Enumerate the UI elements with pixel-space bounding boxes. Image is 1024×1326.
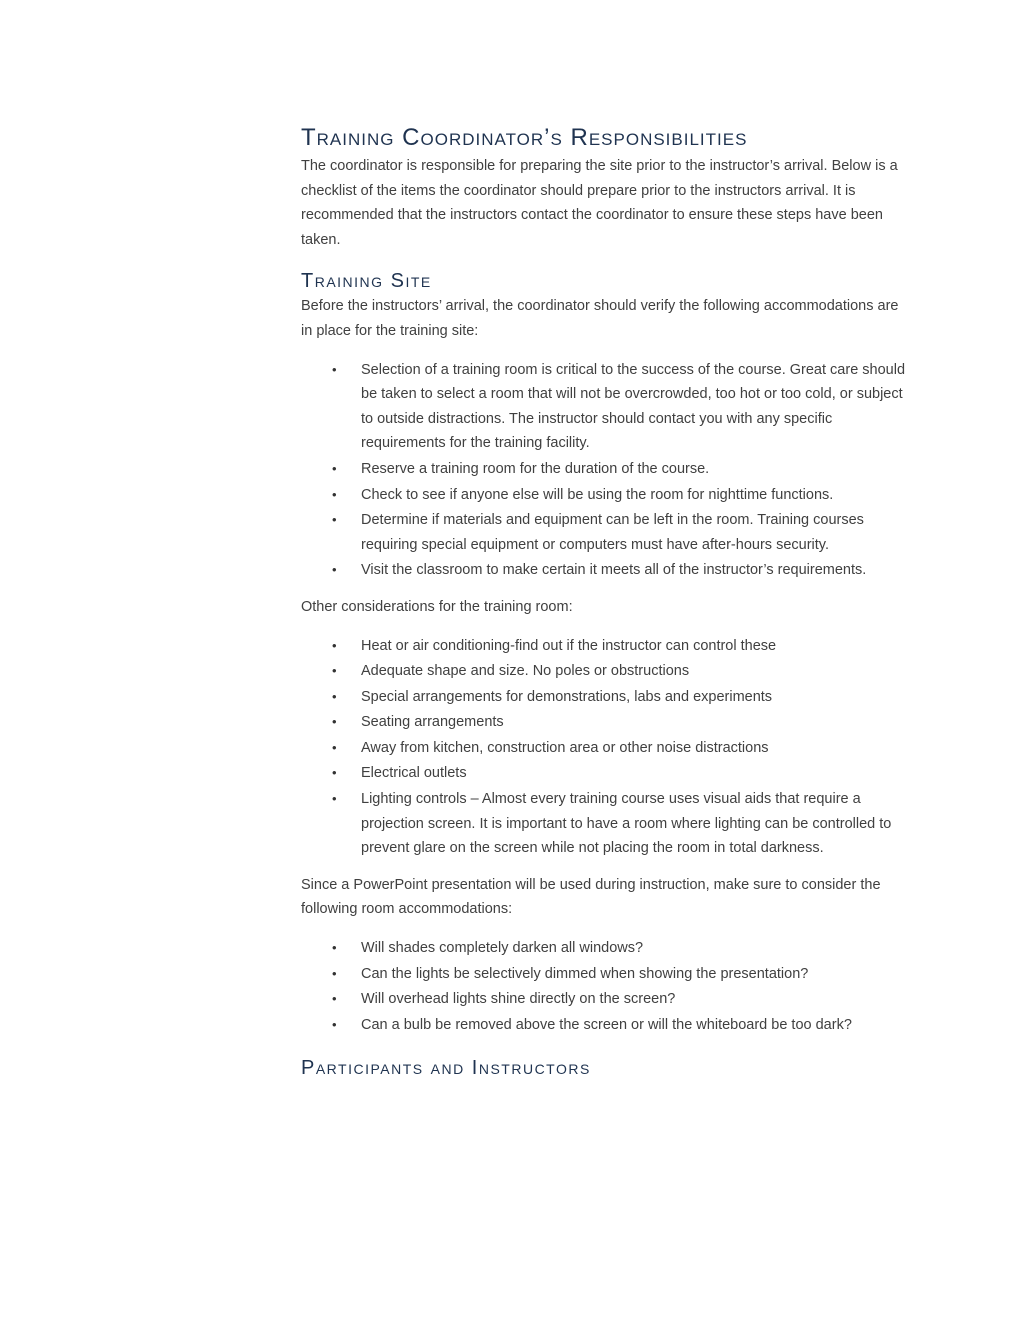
bullet-icon: • — [332, 791, 337, 807]
list-item-text: Seating arrangements — [361, 714, 504, 731]
list-item — [301, 508, 906, 557]
list-item — [301, 659, 906, 684]
list-item-text: Can the lights be selectively dimmed when showing the presentation? — [361, 965, 809, 982]
bullet-icon: • — [332, 361, 337, 377]
bullet-icon: • — [332, 714, 337, 730]
list-item — [301, 1013, 906, 1038]
bullet-icon: • — [332, 965, 337, 981]
list-item — [301, 736, 906, 761]
training-site-heading: Training Site — [301, 270, 432, 293]
list-item — [301, 962, 906, 987]
list-item-text: Special arrangements for demonstrations, labs and experiments — [361, 688, 773, 705]
bullet-icon: • — [332, 637, 337, 653]
document-page — [301, 122, 906, 1081]
list-item-text: Heat or air conditioning-find out if the instructor can control these — [361, 637, 777, 654]
list-item-text: Away from kitchen, construction area or other noise distractions — [361, 739, 769, 756]
bullet-icon: • — [332, 562, 337, 578]
bullet-icon: • — [332, 1016, 337, 1032]
bullet-icon: • — [332, 739, 337, 755]
participants-heading: Participants and Instructors — [301, 1057, 591, 1080]
list-item — [301, 558, 906, 583]
intro-paragraph: The coordinator is responsible for preparing the site prior to the instructor’s arrival. Below is a checklist of the items the coordinator should prepare prior to the instructors arrival. It is recommended that the instructors contact the coordinator to ensure these steps have been taken. — [301, 158, 898, 248]
training-site-intro: Before the instructors’ arrival, the coordinator should verify the following accommodations are in place for the training site: — [301, 298, 899, 339]
list-item-text: Reserve a training room for the duration of the course. — [361, 460, 710, 477]
list-item — [301, 761, 906, 786]
bullet-icon: • — [332, 486, 337, 502]
list-item — [301, 457, 906, 482]
powerpoint-intro: Since a PowerPoint presentation will be used during instruction, make sure to consider the following room accommodations: — [301, 876, 881, 918]
list-item-text: Visit the classroom to make certain it meets all of the instructor’s requirements. — [361, 562, 867, 579]
list-item — [301, 787, 906, 861]
list-item-text: Determine if materials and equipment can be left in the room. Training courses requiring special equipment or computers must have after-hours security. — [361, 512, 864, 553]
list-item-text: Selection of a training room is critical to the success of the course. Great care should be taken to select a room that will not be overcrowded, too hot or too cold, or subject to outside distractions. The instructor should contact you with any specific requirements for the training facility. — [361, 361, 906, 452]
bullet-icon: • — [332, 940, 337, 956]
list-item-text: Will shades completely darken all windows? — [361, 940, 644, 957]
list-item — [301, 358, 906, 456]
list-item-text: Check to see if anyone else will be using the room for nighttime functions. — [361, 486, 834, 503]
list-item-text: Electrical outlets — [361, 765, 467, 782]
bullet-icon: • — [332, 460, 337, 476]
powerpoint-list — [301, 936, 906, 1037]
training-site-list — [301, 358, 906, 583]
other-considerations-intro: Other considerations for the training room: — [301, 598, 573, 615]
bullet-icon: • — [332, 688, 337, 704]
main-heading: Training Coordinator’s Responsibilities — [301, 124, 748, 151]
list-item-text: Lighting controls – Almost every training course uses visual aids that require a projection screen. It is important to have a room where lighting can be controlled to prevent glare on the screen while not placing the room in total darkness. — [361, 791, 892, 857]
list-item-text: Adequate shape and size. No poles or obstructions — [361, 663, 690, 680]
other-considerations-list — [301, 634, 906, 861]
list-item — [301, 483, 906, 508]
bullet-icon: • — [332, 991, 337, 1007]
bullet-icon: • — [332, 512, 337, 528]
bullet-icon: • — [332, 663, 337, 679]
list-item — [301, 936, 906, 961]
list-item-text: Will overhead lights shine directly on the screen? — [361, 991, 676, 1008]
list-item-text: Can a bulb be removed above the screen or will the whiteboard be too dark? — [361, 1016, 852, 1033]
list-item — [301, 685, 906, 710]
list-item — [301, 987, 906, 1012]
list-item — [301, 710, 906, 735]
bullet-icon: • — [332, 765, 337, 781]
list-item — [301, 634, 906, 659]
